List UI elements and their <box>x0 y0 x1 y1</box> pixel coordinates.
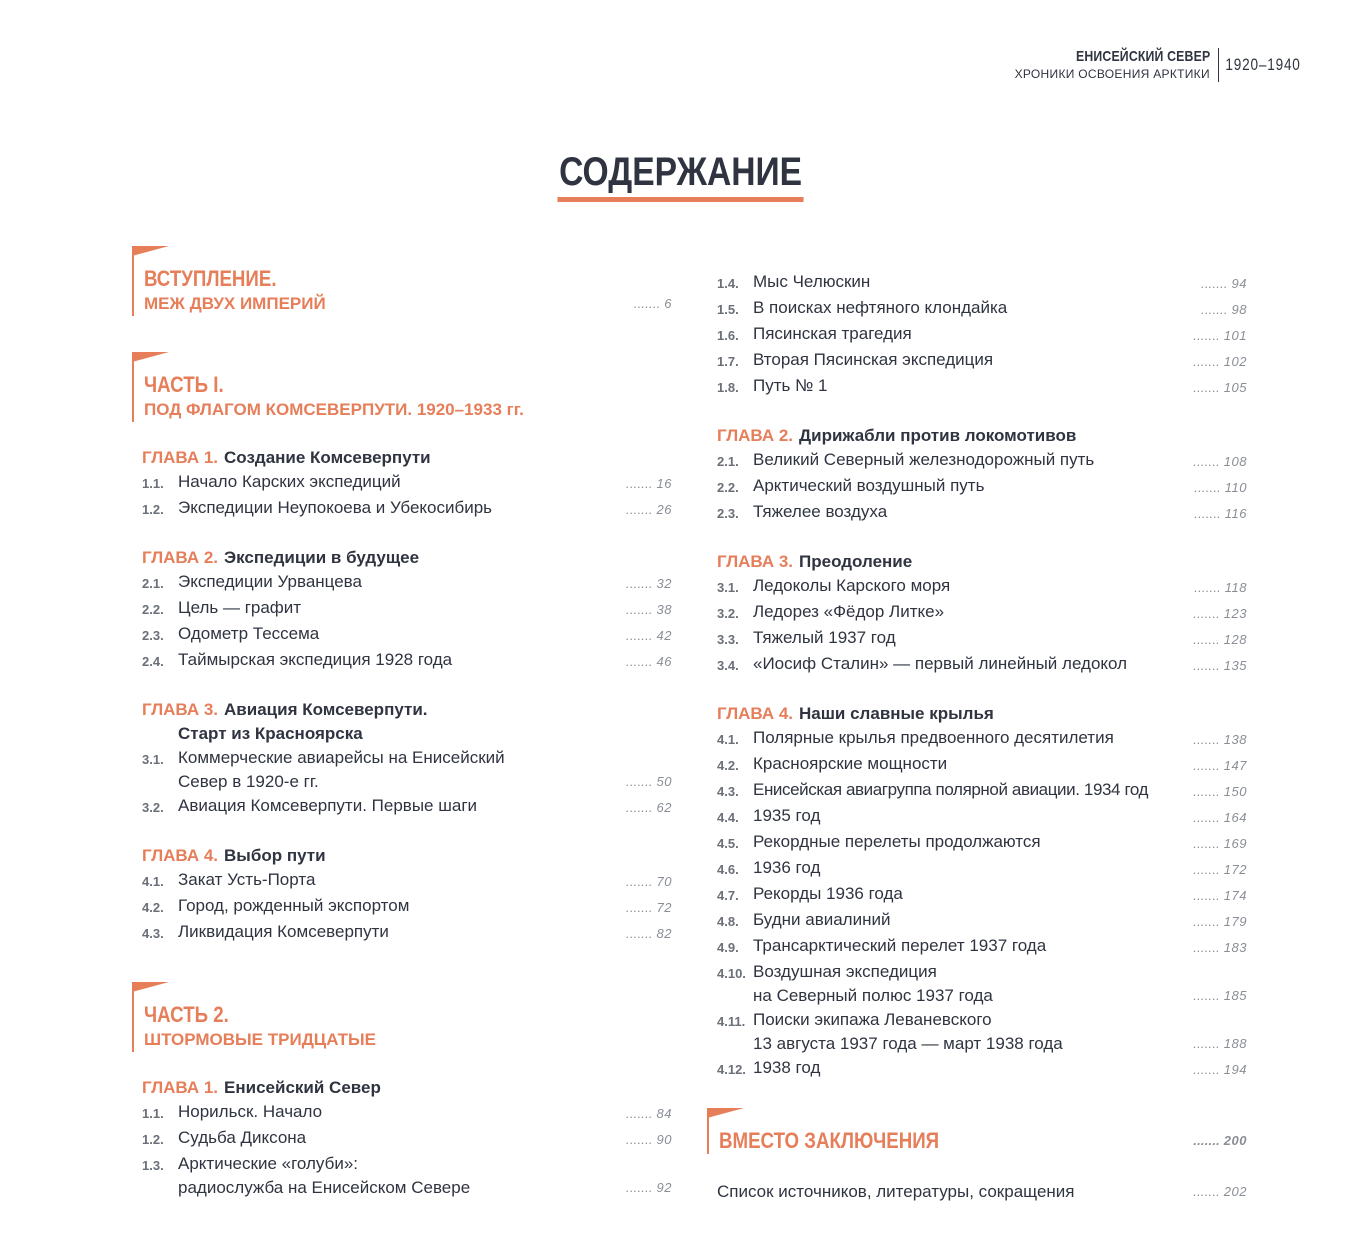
entry-title: Тяжелый 1937 год <box>753 628 896 647</box>
chapter-heading[interactable] <box>142 1076 672 1100</box>
intro-section[interactable] <box>132 246 672 316</box>
entry-number: 1.2. <box>142 1132 164 1147</box>
entry-number: 4.10. <box>717 966 746 981</box>
entry-title: «Иосиф Сталин» — первый линейный ледокол <box>753 654 1128 673</box>
entry-number: 1.7. <box>717 354 739 369</box>
chapter-label: ГЛАВА 2. <box>717 426 794 445</box>
entry-title <box>178 1152 618 1200</box>
entry-title: Город, рожденный экспортом <box>178 896 410 915</box>
entry-line1: Воздушная экспедиция <box>753 962 937 981</box>
entry-number: 4.3. <box>717 784 739 799</box>
part-subtitle-text: МЕЖ ДВУХ ИМПЕРИЙ <box>144 294 326 313</box>
page-number: ....... 32 <box>618 572 672 596</box>
entry-line1: Коммерческие авиарейсы на Енисейский <box>178 748 505 767</box>
entry-number: 4.11. <box>717 1014 746 1029</box>
part-heading: ВСТУПЛЕНИЕ. <box>144 266 277 291</box>
left-column <box>132 246 672 1200</box>
chapter-title: Выбор пути <box>224 846 326 865</box>
entry-title: Великий Северный железнодорожный путь <box>753 450 1095 469</box>
toc-entry[interactable] <box>717 348 1247 374</box>
entry-title: Пясинская трагедия <box>753 324 912 343</box>
entry-number: 1.3. <box>142 1158 164 1173</box>
entry-title: Одометр Тессема <box>178 624 320 643</box>
entry-line1: Поиски экипажа Леваневского <box>753 1010 992 1029</box>
chapter-label: ГЛАВА 4. <box>717 704 794 723</box>
entry-number: 2.2. <box>142 602 164 617</box>
toc-entry[interactable] <box>717 296 1247 322</box>
entry-line2: радиослужба на Енисейском Севере <box>178 1178 471 1197</box>
entry-title <box>178 746 618 794</box>
entry-line1: Арктические «голуби»: <box>178 1154 359 1173</box>
page-number: ....... 105 <box>1193 376 1247 400</box>
toc-entry[interactable] <box>717 856 1247 882</box>
toc-entry[interactable] <box>717 1008 1247 1056</box>
entry-title: Закат Усть-Порта <box>178 870 316 889</box>
toc-entry[interactable] <box>717 934 1247 960</box>
right-column <box>707 270 1247 1204</box>
page-number: ....... 72 <box>618 896 672 920</box>
chapter-title: Авиация Комсеверпути. <box>224 700 428 719</box>
toc-entry[interactable] <box>142 868 672 894</box>
entry-title: Рекорды 1936 года <box>753 884 903 903</box>
page-number: ....... 90 <box>618 1128 672 1152</box>
toc-entry[interactable] <box>717 882 1247 908</box>
page-number: ....... 94 <box>1193 272 1247 296</box>
page-number: ....... 147 <box>1193 754 1247 778</box>
page-number: ....... 172 <box>1193 858 1247 882</box>
entry-number: 3.1. <box>142 752 164 767</box>
toc-entry[interactable] <box>142 794 672 820</box>
entry-number: 4.5. <box>717 836 739 851</box>
toc-entry[interactable] <box>717 626 1247 652</box>
toc-entry[interactable] <box>717 804 1247 830</box>
conclusion-heading: ВМЕСТО ЗАКЛЮЧЕНИЯ <box>719 1128 940 1153</box>
toc-entry[interactable] <box>717 322 1247 348</box>
page-number: ....... 92 <box>618 1176 672 1200</box>
page-number: ....... 169 <box>1193 832 1247 856</box>
entry-number: 1.5. <box>717 302 739 317</box>
chapter-title: Наши славные крылья <box>799 704 994 723</box>
page-number: ....... 118 <box>1193 576 1247 600</box>
entry-number: 4.12. <box>717 1062 746 1077</box>
page-number: ....... 84 <box>618 1102 672 1126</box>
entry-number: 1.2. <box>142 502 164 517</box>
part-subtitle-text: ШТОРМОВЫЕ ТРИДЦАТЫЕ <box>144 1030 377 1049</box>
page-number: ....... 62 <box>618 796 672 820</box>
part-heading: ЧАСТЬ 2. <box>144 1002 229 1027</box>
entry-number: 4.2. <box>142 900 164 915</box>
toc-entry[interactable] <box>717 908 1247 934</box>
entry-number: 2.2. <box>717 480 739 495</box>
entry-number: 4.8. <box>717 914 739 929</box>
toc-entry[interactable] <box>142 596 672 622</box>
page-number: ....... 174 <box>1193 884 1247 908</box>
entry-title: Вторая Пясинская экспедиция <box>753 350 994 369</box>
conclusion-section[interactable] <box>707 1108 1247 1154</box>
entry-number: 4.3. <box>142 926 164 941</box>
entry-number: 2.4. <box>142 654 164 669</box>
toc-entry[interactable] <box>142 622 672 648</box>
entry-title: Трансарктический перелет 1937 года <box>753 936 1047 955</box>
entry-number: 4.1. <box>142 874 164 889</box>
toc-entry[interactable] <box>142 746 672 794</box>
toc-entry[interactable] <box>717 830 1247 856</box>
page-number: ....... 6 <box>618 292 672 316</box>
page-number: ....... 70 <box>618 870 672 894</box>
part-subtitle <box>144 398 672 422</box>
entry-line2: Север в 1920-е гг. <box>178 772 319 791</box>
entry-title: Авиация Комсеверпути. Первые шаги <box>178 796 478 815</box>
chapter-heading[interactable] <box>142 446 672 470</box>
entry-title: Красноярские мощности <box>753 754 948 773</box>
toc-entry[interactable] <box>142 1152 672 1200</box>
page-number: ....... 123 <box>1193 602 1247 626</box>
toc-entry[interactable] <box>717 600 1247 626</box>
entry-number: 2.3. <box>717 506 739 521</box>
entry-title: Ледоколы Карского моря <box>753 576 951 595</box>
toc-entry[interactable] <box>717 726 1247 752</box>
entry-title <box>753 1008 1193 1056</box>
flag-icon <box>707 1108 744 1118</box>
entry-title: Путь № 1 <box>753 376 828 395</box>
page-number: ....... 116 <box>1193 502 1247 526</box>
chapter-title: Создание Комсеверпути <box>224 448 431 467</box>
entry-title: Енисейская авиагруппа полярной авиации. 1934 год <box>753 780 1149 799</box>
entry-number: 4.7. <box>717 888 739 903</box>
entry-title: Ледорез «Фёдор Литке» <box>753 602 945 621</box>
entry-title: Будни авиалиний <box>753 910 891 929</box>
flag-icon <box>132 352 169 362</box>
toc-entry[interactable] <box>717 960 1247 1008</box>
page-number: ....... 179 <box>1193 910 1247 934</box>
part-subtitle <box>144 292 672 316</box>
entry-number: 1.1. <box>142 476 164 491</box>
entry-number: 1.8. <box>717 380 739 395</box>
page-number: ....... 98 <box>1193 298 1247 322</box>
part-subtitle <box>144 1028 672 1052</box>
entry-number: 3.1. <box>717 580 739 595</box>
entry-number: 4.6. <box>717 862 739 877</box>
toc-entry[interactable] <box>717 500 1247 526</box>
page-number: ....... 38 <box>618 598 672 622</box>
entry-number: 3.4. <box>717 658 739 673</box>
entry-title: Мыс Челюскин <box>753 272 871 291</box>
toc-entry[interactable] <box>717 752 1247 778</box>
entry-number: 2.1. <box>142 576 164 591</box>
entry-line2: на Северный полюс 1937 года <box>753 986 993 1005</box>
page-number: ....... 135 <box>1193 654 1247 678</box>
page-number: ....... 183 <box>1193 936 1247 960</box>
entry-title: Список источников, литературы, сокращения <box>717 1182 1075 1201</box>
entry-number: 2.3. <box>142 628 164 643</box>
toc-entry[interactable] <box>142 470 672 496</box>
entry-number: 4.1. <box>717 732 739 747</box>
chapter-label: ГЛАВА 1. <box>142 448 219 467</box>
page-title: СОДЕРЖАНИЕ <box>557 150 803 202</box>
page-number: ....... 26 <box>618 498 672 522</box>
page-number: ....... 128 <box>1193 628 1247 652</box>
toc-entry[interactable] <box>142 894 672 920</box>
header-text <box>1015 48 1219 82</box>
chapter-label: ГЛАВА 3. <box>717 552 794 571</box>
page-number: ....... 194 <box>1193 1058 1247 1082</box>
page-number: ....... 46 <box>618 650 672 674</box>
entry-title: Ликвидация Комсеверпути <box>178 922 389 941</box>
entry-number: 4.9. <box>717 940 739 955</box>
toc-entry[interactable] <box>142 648 672 674</box>
entry-title: Судьба Диксона <box>178 1128 307 1147</box>
page-number: ....... 42 <box>618 624 672 648</box>
toc-entry[interactable] <box>717 1056 1247 1082</box>
entry-title: Тяжелее воздуха <box>753 502 888 521</box>
chapter-label: ГЛАВА 1. <box>142 1078 219 1097</box>
page-number: ....... 188 <box>1193 1032 1247 1056</box>
flag-icon <box>132 982 169 992</box>
entry-title: Арктический воздушный путь <box>753 476 985 495</box>
toc-entry[interactable] <box>142 570 672 596</box>
page-number: ....... 102 <box>1193 350 1247 374</box>
entry-number: 1.6. <box>717 328 739 343</box>
entry-number: 3.2. <box>717 606 739 621</box>
page-number: ....... 50 <box>618 770 672 794</box>
entry-number: 4.4. <box>717 810 739 825</box>
entry-title: 1936 год <box>753 858 821 877</box>
entry-number: 2.1. <box>717 454 739 469</box>
chapter-label: ГЛАВА 2. <box>142 548 219 567</box>
entry-title: Рекордные перелеты продолжаются <box>753 832 1041 851</box>
page-number: ....... 150 <box>1193 780 1247 804</box>
page-number: ....... 200 <box>1193 1128 1247 1154</box>
chapter-heading[interactable] <box>142 844 672 868</box>
part2-section[interactable] <box>132 982 672 1052</box>
toc-entry[interactable] <box>717 474 1247 500</box>
page-number: ....... 108 <box>1193 450 1247 474</box>
part-heading <box>719 1128 1247 1154</box>
part-heading: ЧАСТЬ I. <box>144 372 224 397</box>
entry-number: 1.1. <box>142 1106 164 1121</box>
chapter-heading[interactable] <box>142 698 672 746</box>
chapter-title: Преодоление <box>799 552 913 571</box>
entry-number: 3.3. <box>717 632 739 647</box>
entry-title: Полярные крылья предвоенного десятилетия <box>753 728 1114 747</box>
entry-title <box>753 960 1193 1008</box>
page-number: ....... 110 <box>1193 476 1247 500</box>
page-number: ....... 164 <box>1193 806 1247 830</box>
part1-section[interactable] <box>132 352 672 422</box>
header-brand: ЕНИСЕЙСКИЙ СЕВЕР <box>1075 48 1210 65</box>
entry-title: 1935 год <box>753 806 821 825</box>
entry-title: Экспедиции Неупокоева и Убекосибирь <box>178 498 493 517</box>
toc-entry[interactable] <box>717 652 1247 678</box>
entry-title: 1938 год <box>753 1058 821 1077</box>
entry-title: Начало Карских экспедиций <box>178 472 401 491</box>
entry-number: 4.2. <box>717 758 739 773</box>
toc-entry[interactable] <box>717 778 1247 804</box>
chapter-heading[interactable] <box>717 702 1247 726</box>
title-wrap <box>0 150 1361 202</box>
chapter-heading[interactable] <box>717 424 1247 448</box>
entry-number: 3.2. <box>142 800 164 815</box>
toc-entry[interactable] <box>142 920 672 946</box>
toc-entry[interactable] <box>717 448 1247 474</box>
page-number: ....... 202 <box>1193 1180 1247 1204</box>
page-number: ....... 82 <box>618 922 672 946</box>
chapter-heading[interactable] <box>717 550 1247 574</box>
running-header <box>1015 48 1321 82</box>
toc-entry[interactable] <box>142 1126 672 1152</box>
entry-title: Экспедиции Урванцева <box>178 572 362 591</box>
toc-entry[interactable] <box>717 270 1247 296</box>
entry-title: Цель — графит <box>178 598 302 617</box>
toc-entry-sources[interactable] <box>717 1180 1247 1204</box>
flag-icon <box>132 246 169 256</box>
toc-entry[interactable] <box>717 374 1247 400</box>
toc-entry[interactable] <box>142 496 672 522</box>
toc-entry[interactable] <box>142 1100 672 1126</box>
chapter-label: ГЛАВА 3. <box>142 700 219 719</box>
chapter-label: ГЛАВА 4. <box>142 846 219 865</box>
entry-title: Норильск. Начало <box>178 1102 323 1121</box>
chapter-title: Дирижабли против локомотивов <box>799 426 1077 445</box>
chapter-title-cont: Старт из Красноярска <box>178 724 363 743</box>
page-number: ....... 138 <box>1193 728 1247 752</box>
entry-title: Таймырская экспедиция 1928 года <box>178 650 453 669</box>
entry-line2: 13 августа 1937 года — март 1938 года <box>753 1034 1063 1053</box>
chapter-title: Экспедиции в будущее <box>224 548 420 567</box>
part-subtitle-text: ПОД ФЛАГОМ КОМСЕВЕРПУТИ. 1920–1933 гг. <box>144 400 524 419</box>
entry-number: 1.4. <box>717 276 739 291</box>
entry-title: В поисках нефтяного клондайка <box>753 298 1008 317</box>
page-number: ....... 101 <box>1193 324 1247 348</box>
chapter-heading[interactable] <box>142 546 672 570</box>
header-years: 1920–1940 <box>1225 55 1301 74</box>
toc-entry[interactable] <box>717 574 1247 600</box>
chapter-title: Енисейский Север <box>224 1078 381 1097</box>
page-number: ....... 185 <box>1193 984 1247 1008</box>
header-subtitle: ХРОНИКИ ОСВОЕНИЯ АРКТИКИ <box>1014 67 1210 81</box>
page-number: ....... 16 <box>618 472 672 496</box>
